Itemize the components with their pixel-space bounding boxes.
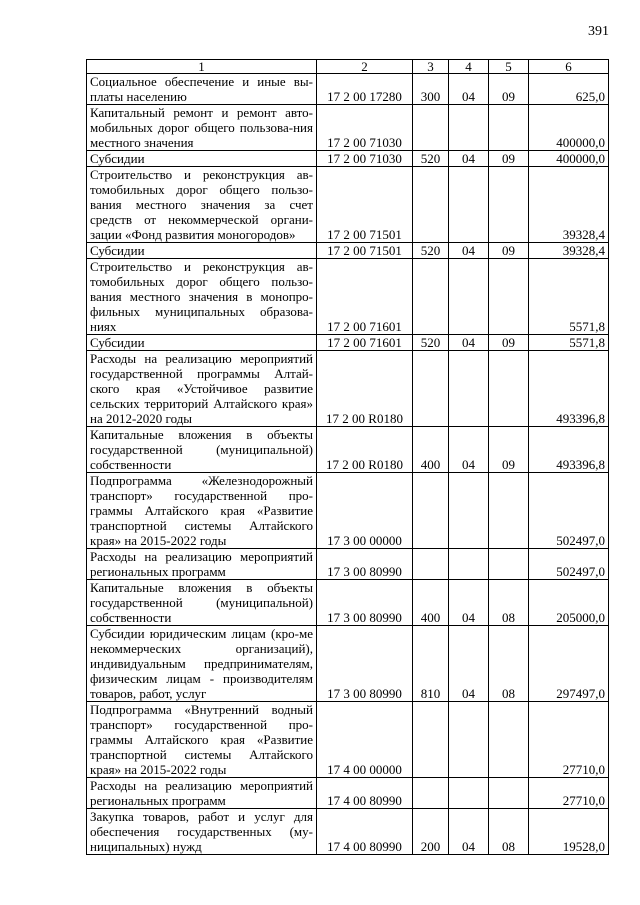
row-col3 xyxy=(413,167,449,243)
row-amount: 400000,0 xyxy=(529,151,609,167)
row-amount: 19528,0 xyxy=(529,809,609,855)
row-col5 xyxy=(489,351,529,427)
row-name: Капитальные вложения в объекты государственной (муниципальной) собственности xyxy=(87,427,317,473)
row-name: Субсидии xyxy=(87,151,317,167)
row-col3: 520 xyxy=(413,335,449,351)
row-col5: 09 xyxy=(489,74,529,105)
row-name: Расходы на реализацию мероприятий региональных программ xyxy=(87,778,317,809)
row-name: Подпрограмма «Внутренний водный транспорт» государственной про-граммы Алтайского края «Развитие транспортной системы Алтайского края» на 2015-2022 годы xyxy=(87,702,317,778)
row-col5: 08 xyxy=(489,809,529,855)
table-row xyxy=(87,259,609,335)
row-amount: 5571,8 xyxy=(529,259,609,335)
row-amount: 502497,0 xyxy=(529,473,609,549)
column-header: 2 xyxy=(317,60,413,74)
row-col4 xyxy=(449,105,489,151)
row-col5 xyxy=(489,259,529,335)
row-amount: 493396,8 xyxy=(529,351,609,427)
row-col5 xyxy=(489,167,529,243)
row-amount: 297497,0 xyxy=(529,626,609,702)
column-header: 5 xyxy=(489,60,529,74)
column-header: 6 xyxy=(529,60,609,74)
row-col3: 520 xyxy=(413,151,449,167)
row-col5: 09 xyxy=(489,243,529,259)
row-col3 xyxy=(413,473,449,549)
row-code: 17 2 00 71601 xyxy=(317,335,413,351)
row-col4 xyxy=(449,549,489,580)
row-col5 xyxy=(489,473,529,549)
table-row xyxy=(87,626,609,702)
row-code: 17 2 00 17280 xyxy=(317,74,413,105)
table-row xyxy=(87,167,609,243)
row-col4 xyxy=(449,259,489,335)
row-col3 xyxy=(413,778,449,809)
row-col5: 08 xyxy=(489,626,529,702)
row-amount: 493396,8 xyxy=(529,427,609,473)
row-name: Расходы на реализацию мероприятий государственной программы Алтай-ского края «Устойчивое развитие сельских территорий Алтайского края» на 2012-2020 годы xyxy=(87,351,317,427)
row-col3 xyxy=(413,259,449,335)
row-col5 xyxy=(489,778,529,809)
table-body xyxy=(87,74,609,855)
row-code: 17 2 00 71601 xyxy=(317,259,413,335)
row-col4 xyxy=(449,167,489,243)
row-amount: 502497,0 xyxy=(529,549,609,580)
row-col4 xyxy=(449,778,489,809)
row-name: Субсидии xyxy=(87,243,317,259)
table-row xyxy=(87,243,609,259)
row-col5 xyxy=(489,105,529,151)
row-code: 17 4 00 80990 xyxy=(317,778,413,809)
table-row xyxy=(87,702,609,778)
table-row xyxy=(87,151,609,167)
row-code: 17 3 00 80990 xyxy=(317,626,413,702)
table-row xyxy=(87,549,609,580)
row-name: Субсидии xyxy=(87,335,317,351)
row-code: 17 2 00 R0180 xyxy=(317,351,413,427)
row-name: Капитальные вложения в объекты государственной (муниципальной) собственности xyxy=(87,580,317,626)
table-row xyxy=(87,473,609,549)
row-code: 17 4 00 80990 xyxy=(317,809,413,855)
row-amount: 5571,8 xyxy=(529,335,609,351)
budget-table xyxy=(86,59,609,855)
row-amount: 39328,4 xyxy=(529,167,609,243)
row-code: 17 4 00 00000 xyxy=(317,702,413,778)
row-col4 xyxy=(449,702,489,778)
row-col3 xyxy=(413,702,449,778)
table-row xyxy=(87,778,609,809)
row-amount: 625,0 xyxy=(529,74,609,105)
row-col3: 400 xyxy=(413,580,449,626)
table-row xyxy=(87,351,609,427)
row-name: Подпрограмма «Железнодорожный транспорт» государственной про-граммы Алтайского края «Развитие транспортной системы Алтайского края» на 2015-2022 годы xyxy=(87,473,317,549)
header-row xyxy=(87,60,609,74)
row-col3: 400 xyxy=(413,427,449,473)
row-col4: 04 xyxy=(449,427,489,473)
table-row xyxy=(87,580,609,626)
row-amount: 39328,4 xyxy=(529,243,609,259)
row-code: 17 3 00 00000 xyxy=(317,473,413,549)
row-col4 xyxy=(449,473,489,549)
row-code: 17 3 00 80990 xyxy=(317,549,413,580)
row-amount: 27710,0 xyxy=(529,778,609,809)
column-header: 4 xyxy=(449,60,489,74)
row-code: 17 2 00 71501 xyxy=(317,167,413,243)
row-col3 xyxy=(413,351,449,427)
row-col4 xyxy=(449,351,489,427)
row-col4: 04 xyxy=(449,151,489,167)
row-name: Субсидии юридическим лицам (кро-ме некоммерческих организаций), индивидуальным предпринимателям, физическим лицам - производителям товаров, работ, услуг xyxy=(87,626,317,702)
row-code: 17 2 00 71030 xyxy=(317,151,413,167)
row-name: Социальное обеспечение и иные вы-платы населению xyxy=(87,74,317,105)
row-amount: 400000,0 xyxy=(529,105,609,151)
row-code: 17 2 00 71030 xyxy=(317,105,413,151)
row-amount: 27710,0 xyxy=(529,702,609,778)
row-col3 xyxy=(413,105,449,151)
row-col3: 520 xyxy=(413,243,449,259)
row-code: 17 2 00 71501 xyxy=(317,243,413,259)
row-name: Строительство и реконструкция ав-томобильных дорог общего пользо-вания местного значения в монопро-фильных муниципальных образова-ниях xyxy=(87,259,317,335)
row-name: Капитальный ремонт и ремонт авто-мобильных дорог общего пользова-ния местного значения xyxy=(87,105,317,151)
table-row xyxy=(87,105,609,151)
row-col4: 04 xyxy=(449,809,489,855)
table-row xyxy=(87,335,609,351)
table-row xyxy=(87,809,609,855)
row-col3: 200 xyxy=(413,809,449,855)
table-row xyxy=(87,427,609,473)
row-col4: 04 xyxy=(449,74,489,105)
row-col5: 09 xyxy=(489,335,529,351)
row-col4: 04 xyxy=(449,335,489,351)
row-name: Строительство и реконструкция ав-томобильных дорог общего пользо-вания местного значения за счет средств от некоммерческой органи-зации «Фонд развития моногородов» xyxy=(87,167,317,243)
row-col3 xyxy=(413,549,449,580)
row-col4: 04 xyxy=(449,243,489,259)
row-name: Расходы на реализацию мероприятий региональных программ xyxy=(87,549,317,580)
page-number: 391 xyxy=(588,24,609,39)
row-col5: 09 xyxy=(489,151,529,167)
row-col4: 04 xyxy=(449,626,489,702)
row-col5: 08 xyxy=(489,580,529,626)
row-col5 xyxy=(489,702,529,778)
row-col4: 04 xyxy=(449,580,489,626)
row-col3: 300 xyxy=(413,74,449,105)
row-amount: 205000,0 xyxy=(529,580,609,626)
row-col3: 810 xyxy=(413,626,449,702)
row-col5 xyxy=(489,549,529,580)
row-code: 17 3 00 80990 xyxy=(317,580,413,626)
column-header: 1 xyxy=(87,60,317,74)
column-header: 3 xyxy=(413,60,449,74)
row-col5: 09 xyxy=(489,427,529,473)
row-code: 17 2 00 R0180 xyxy=(317,427,413,473)
table-row xyxy=(87,74,609,105)
row-name: Закупка товаров, работ и услуг для обеспечения государственных (му-ниципальных) нужд xyxy=(87,809,317,855)
